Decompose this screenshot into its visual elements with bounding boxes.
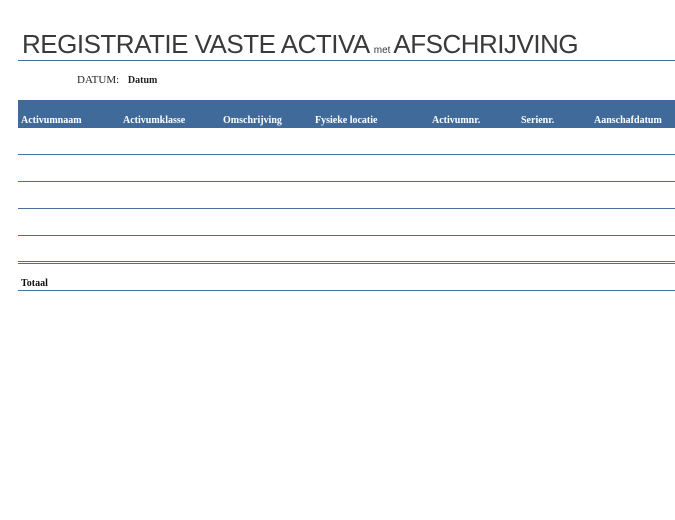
column-header-description[interactable]: Omschrijving (223, 115, 282, 126)
column-header-physical-location[interactable]: Fysieke locatie (315, 115, 378, 126)
title-connector: met (373, 45, 391, 56)
asset-register-table (18, 100, 675, 291)
title-divider (18, 60, 675, 61)
date-field[interactable]: Datum (127, 75, 158, 86)
column-header-asset-number[interactable]: Activumnr. (432, 115, 481, 126)
page-title (22, 28, 578, 67)
table-row[interactable] (18, 209, 675, 236)
date-label: DATUM: (77, 74, 120, 86)
column-header-purchase-date[interactable]: Aanschafdatum (594, 115, 662, 126)
table-header (18, 100, 675, 128)
table-row[interactable] (18, 128, 675, 155)
title-main: REGISTRATIE VASTE ACTIVA (22, 29, 370, 59)
table-row[interactable] (18, 236, 675, 264)
total-label: Totaal (21, 278, 48, 289)
table-row[interactable] (18, 182, 675, 209)
date-row (77, 74, 157, 86)
column-header-serial-number[interactable]: Serienr. (521, 115, 555, 126)
column-header-asset-name[interactable]: Activumnaam (21, 115, 82, 126)
column-header-asset-class[interactable]: Activumklasse (123, 115, 186, 126)
table-row[interactable] (18, 155, 675, 182)
title-suffix: AFSCHRIJVING (393, 29, 579, 59)
total-row[interactable] (18, 264, 675, 291)
